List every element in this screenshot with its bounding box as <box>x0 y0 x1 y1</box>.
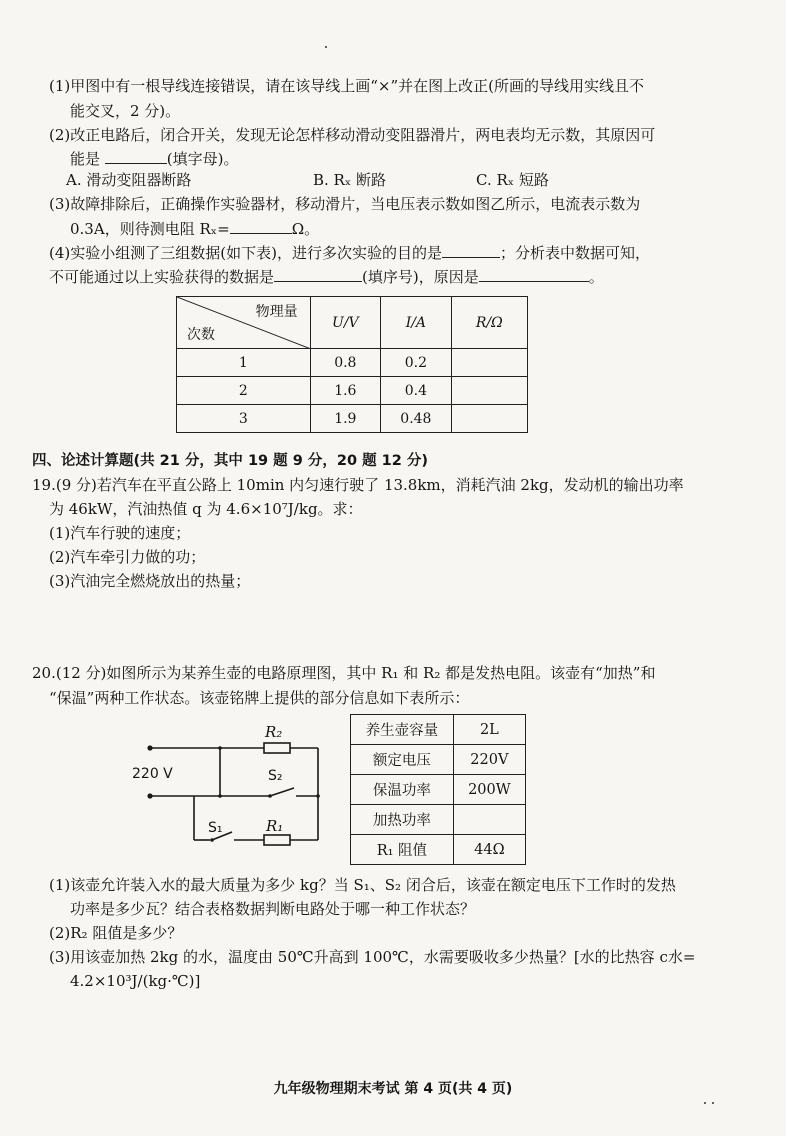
section-heading: 四、论述计算题(共 21 分，其中 19 题 9 分，20 题 12 分) <box>32 453 428 469</box>
answer-blank[interactable] <box>479 267 589 282</box>
table-cell: 0.8 <box>310 349 381 377</box>
q19-sub1: (1)汽车行驶的速度； <box>49 524 191 542</box>
option-a: A. 滑动变阻器断路 <box>66 171 192 189</box>
col-header-resistance: R/Ω <box>451 297 527 349</box>
table-cell: 加热功率 <box>351 805 454 835</box>
r2-label: R₂ <box>265 723 283 741</box>
q19-line1: 19.(9 分)若汽车在平直公路上 10min 内匀速行驶了 13.8km，消耗汽油 2kg，发动机的输出功率 <box>32 476 684 494</box>
q18-part4-text-e: 。 <box>588 268 604 286</box>
q20-sub3-line1: (3)用该壶加热 2kg 的水，温度由 50℃升高到 100℃，水需要吸收多少热量？[水的比热容 c水= <box>49 948 696 966</box>
q18-part2-suffix: (填字母)。 <box>166 150 239 168</box>
table-cell: 1 <box>177 349 311 377</box>
q18-part4-text-b: ；分析表中数据可知， <box>499 244 650 262</box>
option-c: C. Rₓ 短路 <box>476 171 549 189</box>
header-trial: 次数 <box>187 327 215 343</box>
s1-label: S₁ <box>208 820 223 836</box>
col-header-current: I/A <box>381 297 452 349</box>
scan-speck <box>704 1102 706 1104</box>
q18-part3-line1: (3)故障排除后，正确操作实验器材，移动滑片，当电压表示数如图乙所示，电流表示数为 <box>49 195 641 213</box>
answer-blank[interactable] <box>105 149 167 164</box>
q18-part3-suffix: Ω。 <box>291 220 320 238</box>
table-cell: 44Ω <box>453 835 525 865</box>
page-footer: 九年级物理期末考试 第 4 页(共 4 页) <box>273 1081 513 1097</box>
table-row <box>351 745 526 775</box>
table-cell: 0.2 <box>381 349 452 377</box>
header-quantity: 物理量 <box>255 304 298 320</box>
table-row <box>351 775 526 805</box>
scan-speck <box>325 46 327 48</box>
option-b: B. Rₓ 断路 <box>313 171 386 189</box>
nameplate-table <box>350 714 526 865</box>
q18-part4-text-d: (填序号)，原因是 <box>362 268 479 286</box>
table-cell[interactable] <box>453 805 525 835</box>
q18-part1-line2: 能交叉，2 分)。 <box>70 102 181 120</box>
table-row <box>351 715 526 745</box>
q20-line2: “保温”两种工作状态。该壶铭牌上提供的部分信息如下表所示： <box>49 689 470 707</box>
table-cell: 200W <box>453 775 525 805</box>
table-row <box>177 377 528 405</box>
table-cell: 2 <box>177 377 311 405</box>
table-cell: 1.9 <box>310 405 381 433</box>
table-cell[interactable] <box>451 349 527 377</box>
q18-part1-line1: (1)甲图中有一根导线连接错误，请在该导线上画“×”并在图上改正(所画的导线用实线且不 <box>49 77 645 95</box>
q19-sub3: (3)汽油完全燃烧放出的热量； <box>49 572 251 590</box>
table-row <box>177 405 528 433</box>
q20-sub2: (2)R₂ 阻值是多少？ <box>49 924 183 942</box>
table-cell[interactable] <box>451 405 527 433</box>
answer-blank[interactable] <box>442 243 500 258</box>
circuit-diagram <box>120 716 340 856</box>
s2-label: S₂ <box>268 768 283 784</box>
table-cell[interactable] <box>451 377 527 405</box>
table-cell: R₁ 阻值 <box>351 835 454 865</box>
q20-sub3-line2: 4.2×10³J/(kg·℃)] <box>70 972 201 990</box>
q18-part4-line2 <box>49 267 604 287</box>
q18-part3-line2 <box>70 219 319 239</box>
q19-sub2: (2)汽车牵引力做的功； <box>49 548 206 566</box>
q20-sub1-line1: (1)该壶允许装入水的最大质量为多少 kg？当 S₁、S₂ 闭合后，该壶在额定电压下工作时的发热 <box>49 876 676 894</box>
col-header-voltage: U/V <box>310 297 381 349</box>
q18-part4-line1 <box>49 243 650 263</box>
q18-part3-prefix: 0.3A，则待测电阻 Rₓ= <box>70 220 230 238</box>
measurement-table <box>176 296 528 433</box>
table-cell: 养生壶容量 <box>351 715 454 745</box>
q19-line2: 为 46kW，汽油热值 q 为 4.6×10⁷J/kg。求： <box>49 500 363 518</box>
table-cell: 220V <box>453 745 525 775</box>
table-cell: 保温功率 <box>351 775 454 805</box>
q18-part2-line1: (2)改正电路后，闭合开关，发现无论怎样移动滑动变阻器滑片，两电表均无示数，其原因可 <box>49 126 656 144</box>
table-row <box>177 349 528 377</box>
answer-blank[interactable] <box>230 219 292 234</box>
q20-sub1-line2: 功率是多少瓦？结合表格数据判断电路处于哪一种工作状态？ <box>70 900 476 918</box>
answer-blank[interactable] <box>274 267 362 282</box>
table-diagonal-header <box>177 297 311 349</box>
table-cell: 额定电压 <box>351 745 454 775</box>
q18-part4-text-a: (4)实验小组测了三组数据(如下表)，进行多次实验的目的是 <box>49 244 442 262</box>
q18-part2-prefix: 能是 <box>70 150 101 168</box>
table-cell: 3 <box>177 405 311 433</box>
table-cell: 1.6 <box>310 377 381 405</box>
table-row <box>351 805 526 835</box>
q20-line1: 20.(12 分)如图所示为某养生壶的电路原理图，其中 R₁ 和 R₂ 都是发热电阻。该壶有“加热”和 <box>32 664 656 682</box>
table-row <box>351 835 526 865</box>
table-cell: 0.4 <box>381 377 452 405</box>
q18-part2-line2 <box>70 149 239 169</box>
r1-label: R₁ <box>266 817 284 835</box>
scan-speck <box>712 1102 714 1104</box>
table-cell: 2L <box>453 715 525 745</box>
supply-voltage-label: 220 V <box>132 766 173 782</box>
table-cell: 0.48 <box>381 405 452 433</box>
q18-part4-text-c: 不可能通过以上实验获得的数据是 <box>49 268 275 286</box>
